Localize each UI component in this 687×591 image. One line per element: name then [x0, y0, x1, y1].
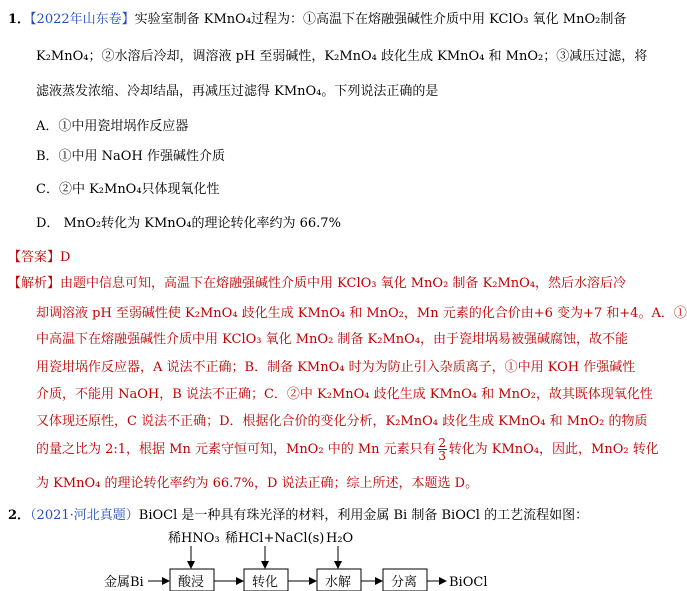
q1-source: 【2022年山东卷】 — [30, 12, 135, 27]
q1-analysis-line4: 用瓷坩埚作反应器，A 说法不正确；B．制备 KMnO₄ 时为为防止引入杂质离子，①中用 KOH 作强碱性 — [36, 360, 636, 375]
q1-analysis-line5: 介质，不能用 NaOH，B 说法不正确；C．②中 K₂MnO₄ 歧化生成 KMnO₄ 和 MnO₂，故其既体现氧化性 — [36, 387, 653, 402]
q1-stem-line3: 滤液蒸发浓缩、冷却结晶，再减压过滤得 KMnO₄。下列说法正确的是 — [36, 84, 439, 99]
q1-option-b: B．①中用 NaOH 作强碱性介质 — [36, 149, 225, 164]
q1-analysis-line1 — [8, 272, 626, 291]
analysis-text7-post: 转化为 KMnO₄，因此，MnO₂ 转化 — [448, 442, 659, 457]
step-label-2: 转化 — [252, 575, 279, 590]
fraction-denominator: 3 — [438, 449, 446, 463]
step-label-1: 酸浸 — [178, 575, 205, 590]
q2-stem — [8, 504, 588, 523]
q1-analysis-line6: 又体现还原性，C 说法不正确；D．根据化合价的变化分析，K₂MnO₄ 歧化生成 KMnO₄ 和 MnO₂ 的物质 — [36, 414, 648, 429]
q1-option-c: C．②中 K₂MnO₄只体现氧化性 — [36, 182, 220, 197]
q1-number: 1． — [8, 12, 31, 27]
product: BiOCl — [449, 575, 488, 590]
q2-text: BiOCl 是一种具有珠光泽的材料，利用金属 Bi 制备 BiOCl 的工艺流程如图： — [138, 508, 589, 523]
start-material: 金属Bi — [104, 575, 144, 590]
q1-stem-line1 — [8, 8, 626, 27]
analysis-text1: 由题中信息可知，高温下在熔融强碱性介质中用 KClO₃ 氧化 MnO₂ 制备 K₂MnO₄，然后水溶后冷 — [60, 276, 627, 291]
q1-stem-line2: K₂MnO₄；②水溶后冷却，调溶液 pH 至弱碱性，K₂MnO₄ 歧化生成 KMnO₄ 和 MnO₂；③减压过滤，将 — [36, 49, 648, 64]
q1-option-a: A．①中用瓷坩埚作反应器 — [36, 119, 189, 134]
q1-analysis-line7 — [36, 437, 659, 462]
reagent-h2o: H₂O — [326, 531, 354, 546]
answer-label: 【答案】 — [8, 250, 61, 265]
q1-stem-text1: 实验室制备 KMnO₄过程为：①高温下在熔融强碱性介质中用 KClO₃ 氧化 MnO₂制备 — [134, 12, 627, 27]
q1-analysis-line8: 为 KMnO₄ 的理论转化率约为 66.7%，D 说法正确；综上所述，本题选 D。 — [36, 476, 479, 491]
q2-source: （2021·河北真题） — [30, 508, 139, 523]
q1-answer — [8, 246, 70, 265]
q2-number: 2． — [8, 508, 31, 523]
step-label-3: 水解 — [325, 575, 352, 590]
analysis-text7-pre: 的量之比为 2:1，根据 Mn 元素守恒可知，MnO₂ 中的 Mn 元素只有 — [36, 442, 436, 457]
fraction-two-thirds — [438, 437, 447, 462]
q1-analysis-line2: 却调溶液 pH 至弱碱性使 K₂MnO₄ 歧化生成 KMnO₄ 和 MnO₂，Mn 元素的化合价由+6 变为+7 和+4。A．① — [36, 306, 687, 321]
analysis-label: 【解析】 — [8, 276, 61, 291]
q1-option-d: D． MnO₂转化为 KMnO₄的理论转化率约为 66.7% — [36, 216, 341, 231]
process-flow-diagram — [0, 528, 584, 591]
answer-value: D — [60, 250, 71, 265]
fraction-numerator: 2 — [438, 436, 446, 450]
reagent-hcl-nacl: 稀HCl+NaCl(s) — [225, 531, 325, 546]
reagent-hno3: 稀HNO₃ — [168, 531, 220, 546]
step-label-4: 分离 — [391, 575, 418, 590]
q1-analysis-line3: 中高温下在熔融强碱性介质中用 KClO₃ 氧化 MnO₂ 制备 K₂MnO₄，由于瓷坩埚易被强碱腐蚀，故不能 — [36, 332, 629, 347]
